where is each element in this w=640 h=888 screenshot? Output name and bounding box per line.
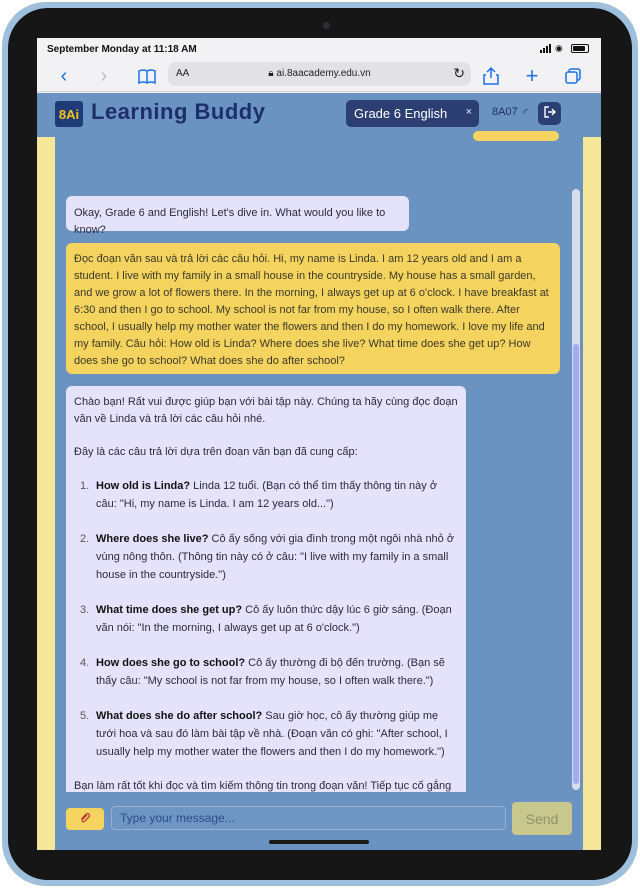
screen (37, 38, 601, 850)
answer-question: What does she do after school? (96, 710, 263, 722)
chat-scrollbar[interactable] (572, 189, 580, 790)
bot-message: Okay, Grade 6 and English! Let's dive in. What would you like to know? (66, 196, 409, 231)
answer-text: Cô ấy sống với gia đình trong một ngôi nhà nhỏ ở vùng nông thôn. (Thông tin này có ở câu: "I live with my family in a small house in the countryside.") (96, 533, 455, 581)
answer-item (74, 654, 458, 690)
answer-question: What time does she get up? (96, 604, 243, 616)
previous-message-edge (473, 131, 559, 141)
answer-text: Linda 12 tuổi. (Bạn có thể tìm thấy thông tin này ở câu: "Hi, my name is Linda. I am 12 years old...") (96, 480, 438, 510)
answer-text: Cô ấy thường đi bộ đến trường. (Bạn sẽ thấy câu: "My school is not far from my house, so I often walk there.") (96, 657, 445, 687)
bot-answer-message (66, 386, 466, 824)
answer-list (74, 477, 458, 761)
share-icon[interactable] (478, 63, 504, 89)
send-button[interactable]: Send (512, 802, 572, 835)
answer-question: How old is Linda? (96, 480, 191, 492)
user-message: Đọc đoạn văn sau và trả lời các câu hỏi. Hi, my name is Linda. I am 12 years old and I am a student. I live with my family in a small house in the countryside. My house has a small garden, and we grow a lot of flowers there. In the morning, I always get up at 6 o'clock. I have breakfast at 6:30 and then I go to school. My school is not far from my house, so I often walk there. After school, I usually help my mother water the flowers and then I do my homework. I love my life and my family. Câu hỏi: How old is Linda? Where does she live? What time does she get up? How does she go to school? What does she do after school? (66, 243, 560, 374)
answer-item (74, 601, 458, 637)
answer-number: 1. (80, 480, 90, 492)
app (37, 93, 601, 850)
address-bar[interactable] (168, 62, 471, 86)
bookmarks-icon[interactable] (134, 63, 160, 89)
answer-text: Cô ấy luôn thức dậy lúc 6 giờ sáng. (Đoạn văn nói: "In the morning, I always get up at 6 o'clock.") (96, 604, 452, 634)
answer-greeting: Chào bạn! Rất vui được giúp bạn với bài tập này. Chúng ta hãy cùng đọc đoạn văn về Linda và trả lời các câu hỏi nhé. (74, 396, 458, 425)
answer-question: How does she go to school? (96, 657, 246, 669)
home-indicator (269, 840, 369, 844)
user-code: 8A07 ♂ (492, 106, 529, 118)
url-text (168, 68, 471, 79)
answer-item (74, 477, 458, 513)
logout-button[interactable] (538, 102, 561, 125)
battery-icon (571, 44, 589, 53)
answer-item (74, 707, 458, 761)
answer-number: 5. (80, 710, 90, 722)
signal-icon (540, 44, 551, 53)
scrollbar-thumb[interactable] (573, 344, 579, 784)
answer-number: 3. (80, 604, 90, 616)
answer-text: Sau giờ học, cô ấy thường giúp mẹ tưới hoa và sau đó làm bài tập về nhà. (Đoạn văn có ghi: "After school, I usually help my mother water the flowers and then I do my homework.") (96, 710, 448, 758)
answer-item (74, 530, 458, 584)
status-icons (540, 44, 589, 53)
logout-icon (544, 106, 556, 121)
message-input[interactable] (111, 806, 506, 830)
forward-icon[interactable]: › (100, 64, 108, 87)
new-tab-icon[interactable]: + (525, 63, 539, 88)
answer-number: 2. (80, 533, 90, 545)
answer-question: Where does she live? (96, 533, 209, 545)
browser-toolbar (37, 60, 601, 92)
tabs-icon[interactable] (560, 63, 586, 89)
attach-button[interactable] (66, 808, 104, 830)
lock-icon: 🔒︎ (268, 68, 277, 79)
session-chip[interactable] (346, 100, 479, 127)
back-icon[interactable]: ‹ (60, 64, 68, 87)
app-logo: 8Ai (55, 101, 83, 127)
answer-number: 4. (80, 657, 90, 669)
app-title: Learning Buddy (91, 99, 266, 124)
answer-closing: Bạn làm rất tốt khi đọc và tìm kiếm thông tin trong đoạn văn! Tiếp tục cố gắng (74, 780, 452, 792)
close-icon[interactable]: × (465, 106, 472, 118)
paperclip-icon (79, 812, 91, 827)
status-bar (37, 38, 601, 60)
reload-icon[interactable]: ↻ (453, 65, 465, 81)
camera-icon (323, 22, 330, 29)
session-chip-label: Grade 6 English (354, 106, 448, 121)
text-size-button[interactable]: AA (176, 68, 190, 79)
status-time: September Monday at 11:18 AM (47, 44, 197, 55)
url-value: ai.8aacademy.edu.vn (276, 68, 371, 79)
chat-area[interactable] (55, 137, 583, 792)
wifi-icon: ◉ (555, 43, 563, 53)
answer-lead: Đây là các câu trả lời dựa trên đoạn văn bạn đã cung cấp: (74, 446, 358, 458)
